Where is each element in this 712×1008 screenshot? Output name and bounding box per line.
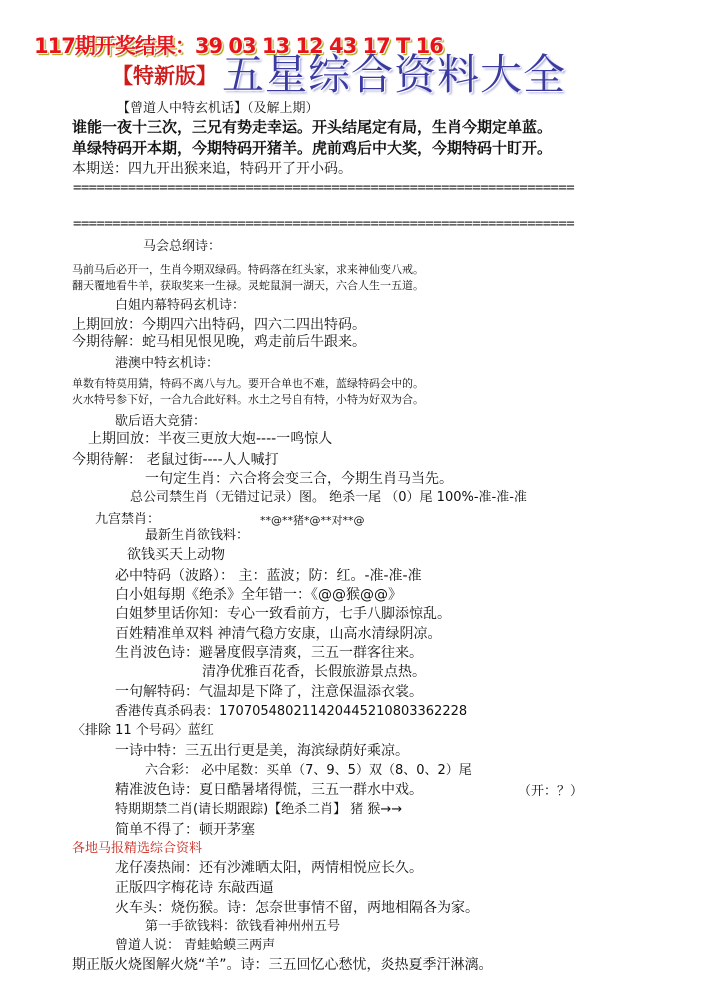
text-line: 单数有特莫用猜，特码不离八与九。要开合单也不难，蓝绿特码会中的。 [72, 377, 424, 390]
text-line: 精准波色诗：夏日酷暑堵得慌，三五一群水中戏。 [115, 782, 423, 798]
page-title: 五星综合资料大全 [222, 50, 567, 99]
text-line: 上期回放：今期四六出特码，四六二四出特码。 [72, 317, 366, 333]
text-line: 欲钱买天上动物 [127, 547, 225, 563]
draw-result-banner: 117期开奖结果：39 03 13 12 43 17 T 16 [34, 34, 443, 58]
text-line: 总公司禁生肖（无错过记录）图。 绝杀一尾 （0）尾 100%-准-准-准 [130, 490, 527, 505]
text-line: 白小姐每期《绝杀》全年错一：《@@猴@@》 [115, 587, 402, 603]
section-heading: 港澳中特玄机诗： [115, 356, 220, 371]
divider: ================================================================ [73, 216, 575, 232]
text-line: 今期待解： 老鼠过街----人人喊打 [72, 452, 279, 468]
text-line: 一诗中特：三五出行更是美，海滨绿荫好乘凉。 [115, 743, 409, 759]
text-line: 〈排除 11 个号码〉蓝红 [72, 723, 214, 738]
section-heading-red: 各地马报精选综合资料 [72, 841, 203, 856]
text-line: 香港传真杀码表：17070548021142044521080336222​8 [115, 704, 468, 719]
text-line: 曾道人说： 青蛙蛤蟆三两声 [115, 938, 276, 953]
text-line: 谁能一夜十三次，三兄有势走幸运。开头结尾定有局，生肖今期定单蓝。 [72, 118, 553, 136]
text-line: 白姐梦里话你知：专心一致看前方，七手八脚添惊乱。 [115, 606, 451, 622]
text-line: 翻天覆地看牛羊，获取奖来一生禄。灵蛇鼠洞一湖天，六合人生一五道。 [72, 279, 424, 292]
text-line: 期正版火烧图解火烧“羊”。诗：三五回忆心愁忧，炎热夏季汗淋漓。 [72, 957, 493, 973]
section-heading: 歇后语大竞猜： [115, 414, 207, 429]
section-heading: 最新生肖欲钱料： [145, 528, 250, 543]
text-line: 本期送：四九开出猴来追，特码开了开小码。 [72, 161, 352, 177]
section-heading: 【曾道人中特玄机话】（及解上期） [117, 101, 319, 116]
text-line: 一句解特码：气温却是下降了，注意保温添衣裳。 [115, 684, 423, 700]
text-line: 龙仔凑热闹：还有沙滩晒太阳，两情相悦应长久。 [115, 860, 423, 876]
text-line: 第一手欲钱料：欲钱看神州州五号 [145, 919, 341, 934]
edition-label: 【特新版】 [112, 64, 217, 88]
text-line: 上期回放：半夜三更放大炮----一鸣惊人 [88, 431, 333, 447]
text-line-value: **@**猪*@**对**@ [260, 514, 365, 527]
text-line: 六合彩： 必中尾数：买单（7、9、5）双（8、0、2）尾 [145, 763, 472, 778]
text-line: 火水特号参下好，一合九合此好料。水土之号自有特，小特为好双为合。 [72, 393, 424, 406]
section-heading: 白姐内幕特码玄机诗： [115, 298, 246, 313]
text-line: 清净优雅百花香，长假旅游景点热。 [202, 664, 426, 680]
text-line: 一句定生肖：六合将会变三合，今期生肖马当先。 [145, 471, 453, 487]
text-line: 必中特码（波路）： 主：蓝波；防：红。-准-准-准 [115, 568, 422, 584]
text-line: 今期待解：蛇马相见恨见晚，鸡走前后牛跟来。 [72, 334, 366, 350]
text-line-note: （开：？） [518, 784, 584, 799]
divider: ================================================================ [73, 180, 575, 196]
text-line: 正版四字梅花诗 东敲西逼 [115, 880, 274, 896]
text-line: 单绿特码开本期，今期特码开猪羊。虎前鸡后中大奖，今期特码十盯开。 [72, 139, 553, 157]
text-line: 百姓精准单双料 神清气稳方安康，山高水清绿阴凉。 [115, 626, 442, 642]
text-line: 马前马后必开一，生肖今期双绿码。特码落在红头家，求来神仙变八戒。 [72, 263, 424, 276]
text-line: 生肖波色诗：避暑度假享清爽，三五一群客往来。 [115, 645, 423, 661]
section-heading: 马会总纲诗： [143, 239, 222, 254]
text-line: 特期期禁二肖(请长期跟踪)【绝杀二肖】 猪 猴→→ [115, 802, 403, 817]
text-line: 火车头：烧伤猴。诗：怎奈世事情不留，两地相隔各为家。 [115, 900, 479, 916]
text-line-label: 九宫禁肖： [95, 512, 161, 527]
text-line: 简单不得了：顿开茅塞 [115, 822, 255, 838]
